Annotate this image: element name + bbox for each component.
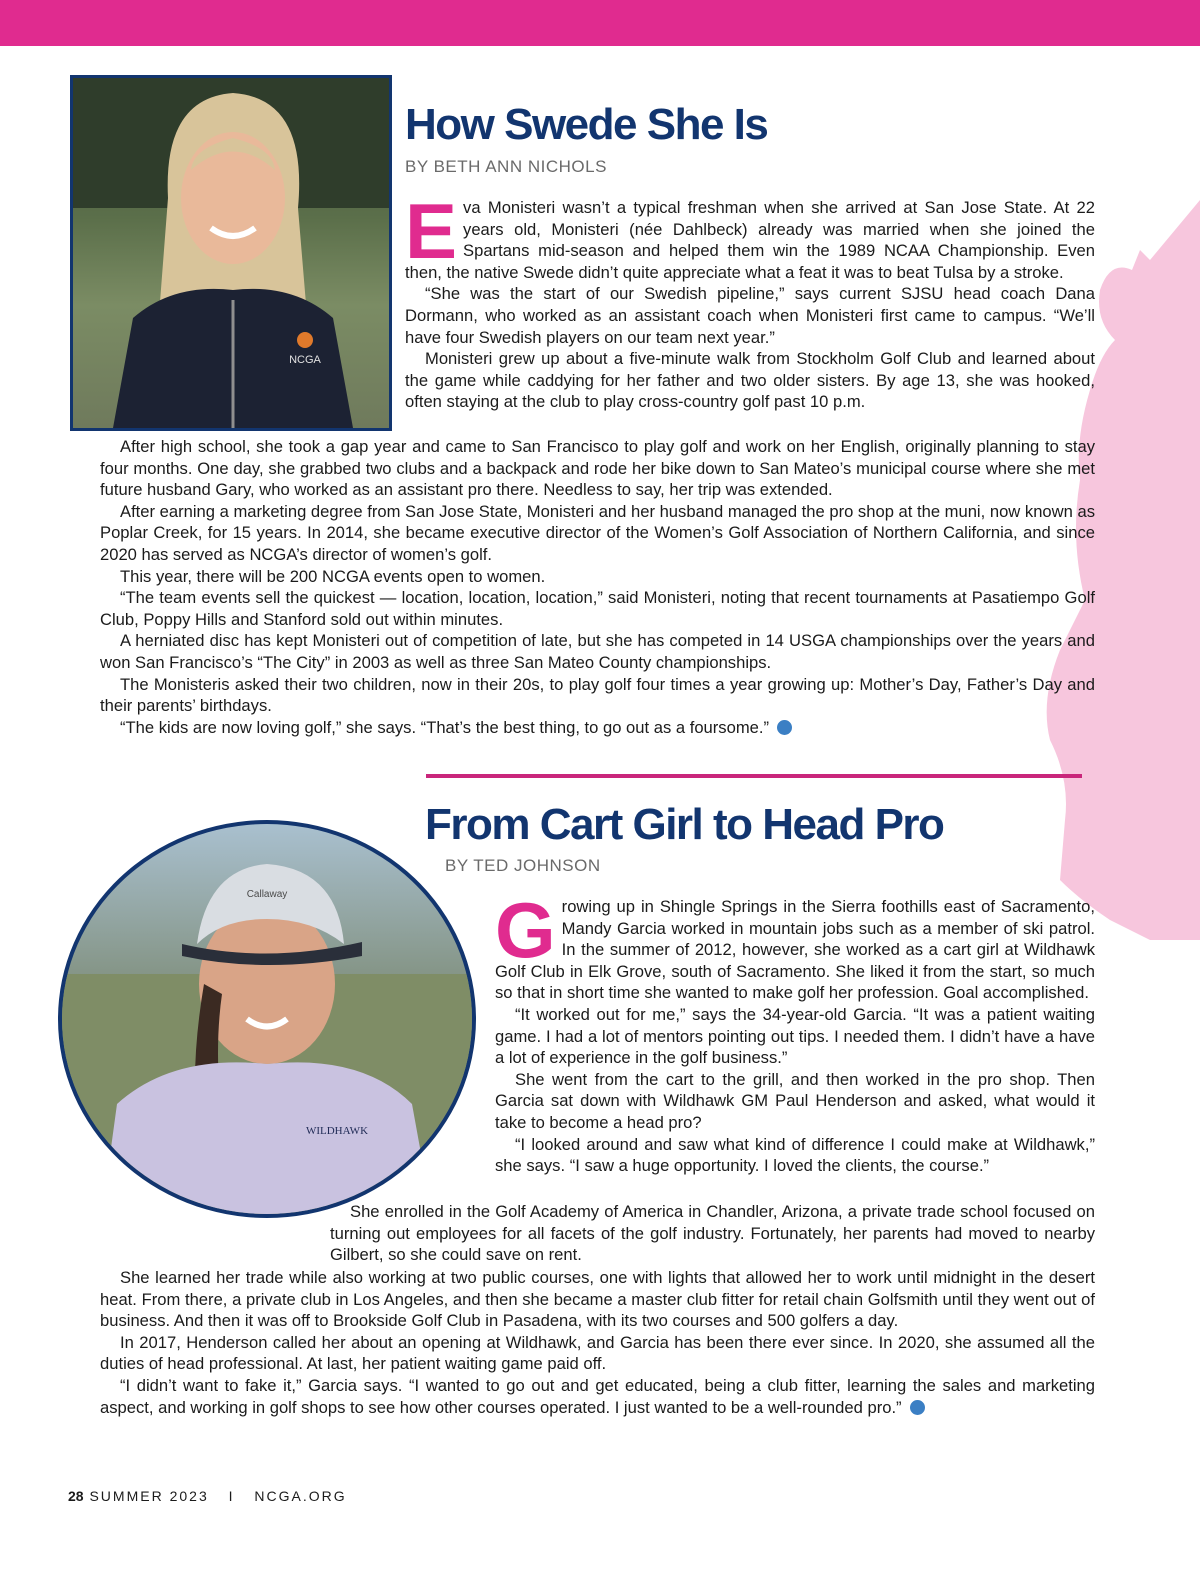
article1-body-bottom	[100, 436, 1095, 738]
article1-paragraph-6: This year, there will be 200 NCGA events open to women.	[120, 566, 546, 586]
article2-paragraph-3: She went from the cart to the grill, and then worked in the pro shop. Then Garcia sat down with Wildhawk GM Paul Henderson and asked, what would it take to become a head pro?	[495, 1069, 1095, 1132]
article2-paragraph-7: In 2017, Henderson called her about an opening at Wildhawk, and Garcia has been there ever since. In 2020, she assumed all the duties of head professional. At last, her patient waiting game paid off.	[100, 1332, 1095, 1374]
end-mark-icon	[910, 1400, 925, 1415]
article2-paragraph-4: “I looked around and saw what kind of difference I could make at Wildhawk,” she says. “I saw a huge opportunity. I loved the clients, the course.”	[495, 1134, 1095, 1176]
article1-title: How Swede She Is	[405, 100, 768, 149]
article1-paragraph-2: “She was the start of our Swedish pipeline,” says current SJSU head coach Dana Dormann, who worked as an assistant coach when Monisteri first came to campus. “We’ll have four Swedish players on our team next year.”	[405, 284, 1095, 347]
article1-paragraph-9: The Monisteris asked their two children, now in their 20s, to play golf four times a year growing up: Mother’s Day, Father’s Day and their parents’ birthdays.	[100, 674, 1095, 716]
cap-logo-text: Callaway	[246, 889, 288, 900]
top-color-bar	[0, 0, 1200, 46]
article1-byline: BY BETH ANN NICHOLS	[405, 157, 607, 176]
article1-paragraph-10: “The kids are now loving golf,” she says. “That’s the best thing, to go out as a foursome.”	[100, 717, 1095, 739]
article2-paragraph-6: She learned her trade while also working at two public courses, one with lights that allowed her to work until midnight in the desert heat. From there, a private club in Los Angeles, and then she became a master club fitter for retail chain Golfsmith until they went out of business. And then it was off to Brookside Golf Club in Pasadena, with its two courses and 500 golfers a day.	[100, 1268, 1095, 1331]
shirt-logo-text: WILDHAWK	[305, 1125, 369, 1137]
portrait-photo-garcia	[58, 820, 476, 1218]
article1-paragraph-5: After earning a marketing degree from San Jose State, Monisteri and her husband managed the pro shop at the muni, now known as Poplar Creek, for 15 years. In 2014, she became executive director of the Women’s Golf Association of Northern California, and since 2020 has served as NCGA’s director of women’s golf.	[100, 501, 1095, 564]
portrait-illustration-2	[62, 824, 472, 1214]
footer-separator: I	[228, 1488, 235, 1504]
end-mark-icon	[777, 720, 792, 735]
article2-byline: BY TED JOHNSON	[445, 856, 601, 875]
article1-paragraph-7: “The team events sell the quickest — location, location, location,” said Monisteri, noting that recent tournaments at Pasatiempo Golf Club, Poppy Hills and Stanford sold out within minutes.	[100, 588, 1095, 629]
article1-paragraph-8: A herniated disc has kept Monisteri out of competition of late, but she has competed in 14 USGA championships over the years and won San Francisco’s “The City” in 2003 as well as three San Mateo County championships.	[100, 631, 1095, 672]
article1-paragraph-3: Monisteri grew up about a five-minute walk from Stockholm Golf Club and learned about the game while caddying for her father and two older sisters. By age 13, she was hooked, often staying at the club to play cross-country golf past 10 p.m.	[405, 349, 1095, 412]
ncga-logo-text: NCGA	[289, 354, 321, 366]
article2-paragraph-1: Growing up in Shingle Springs in the Sierra foothills east of Sacramento, Mandy Garcia worked in mountain jobs such as a member of ski patrol. In the summer of 2012, however, she worked as a cart girl at Wildhawk Golf Club in Elk Grove, south of Sacramento. She liked it from the start, so much so that in short time she wanted to make golf her profession. Goal accomplished.	[495, 886, 1095, 1003]
article2-paragraph-5: She enrolled in the Golf Academy of America in Chandler, Arizona, a private trade school focused on turning out employees for all facets of the golf industry. Fortunately, her parents had moved to nearby Gilbert, so she could save on rent.	[330, 1202, 1095, 1265]
article2-body-mid	[330, 1201, 1095, 1266]
page-number: 28	[68, 1488, 84, 1504]
article1-drop-cap: E	[405, 187, 458, 275]
article2-paragraph-8: “I didn’t want to fake it,” Garcia says. “I wanted to go out and get educated, being a club fitter, learning the sales and marketing aspect, and working in golf shops to see how other courses operated. I just wanted to be a well-rounded pro.”	[100, 1375, 1095, 1417]
article1-body-top	[405, 187, 1095, 413]
article2-body-bottom	[100, 1267, 1095, 1418]
article2-title: From Cart Girl to Head Pro	[425, 800, 944, 849]
article2-paragraph-2: “It worked out for me,” says the 34-year-old Garcia. “It was a patient waiting game. I had a lot of mentors pointing out tips. I needed them. I didn’t have a have a lot of experience in the golf business.”	[495, 1004, 1095, 1068]
article2-drop-cap: G	[495, 886, 556, 974]
article1-paragraph-1: Eva Monisteri wasn’t a typical freshman when she arrived at San Jose State. At 22 years old, Monisteri (née Dahlbeck) already was married when she joined the Spartans mid-season and helped them win the 1989 NCAA Championship. Even then, the native Swede didn’t quite appreciate what a feat it was to beat Tulsa by a stroke.	[405, 187, 1095, 282]
issue-label: SUMMER 2023	[89, 1488, 209, 1504]
portrait-illustration	[73, 78, 389, 428]
portrait-photo-monisteri	[70, 75, 392, 431]
article2-body-top	[495, 886, 1095, 1177]
article1-paragraph-4: After high school, she took a gap year and came to San Francisco to play golf and work on her English, originally planning to stay four months. One day, she grabbed two clubs and a backpack and rode her bike down to San Mateo’s municipal course where she met future husband Gary, who worked as an assistant pro there. Needless to say, her trip was extended.	[100, 437, 1095, 500]
site-label: NCGA.ORG	[254, 1488, 347, 1504]
section-divider	[426, 774, 1082, 778]
page-footer	[68, 1488, 347, 1504]
